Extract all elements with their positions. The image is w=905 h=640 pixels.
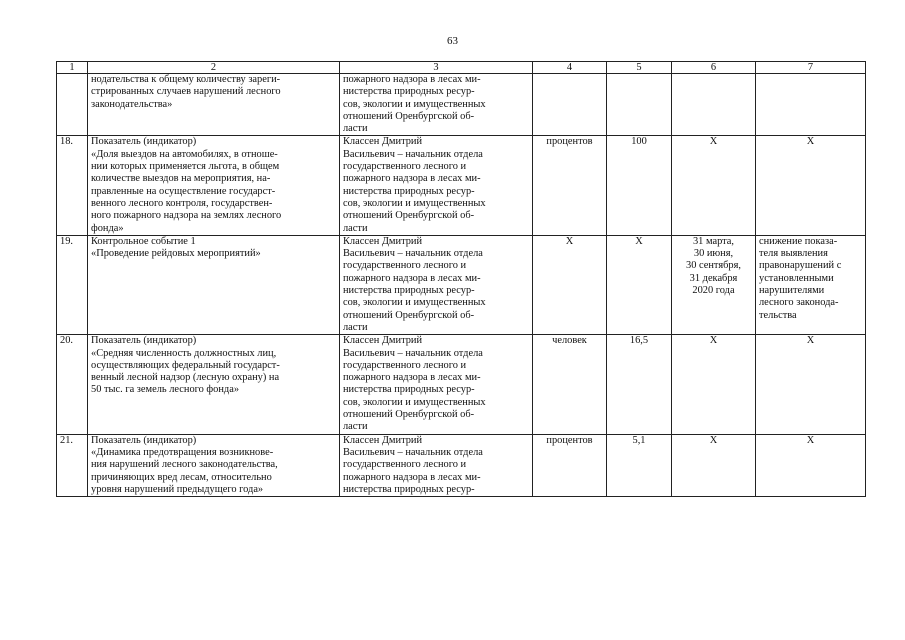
deadline: [672, 74, 756, 136]
table-row: [57, 235, 866, 334]
row-number: 19.: [57, 235, 88, 334]
deadline: Х: [672, 335, 756, 434]
unit: процентов: [533, 434, 607, 496]
indicator-name: Показатель (индикатор) «Динамика предотвращения возникнове- ния нарушений лесного законодательства, причиняющих вред лесам, относительно уровня нарушений предыдущего года»: [88, 434, 340, 496]
responsible-person: Классен Дмитрий Васильевич – начальник отдела государственного лесного и пожарного надзора в лесах ми- нистерства природных ресур-: [340, 434, 533, 496]
column-header-7: 7: [756, 62, 866, 74]
expected-result: Х: [756, 136, 866, 235]
responsible-person: пожарного надзора в лесах ми- нистерства природных ресур- сов, экологии и имущественных отношений Оренбургской об- ласти: [340, 74, 533, 136]
row-number: [57, 74, 88, 136]
value: 5,1: [607, 434, 672, 496]
unit: процентов: [533, 136, 607, 235]
page-number: 63: [447, 35, 458, 47]
indicators-table: [56, 61, 866, 497]
unit: [533, 74, 607, 136]
table-row: [57, 136, 866, 235]
expected-result: снижение показа- теля выявления правонарушений с установленными нарушителями лесного законода- тельства: [756, 235, 866, 334]
deadline: Х: [672, 434, 756, 496]
value: 100: [607, 136, 672, 235]
row-number: 21.: [57, 434, 88, 496]
column-header-2: 2: [88, 62, 340, 74]
value: Х: [607, 235, 672, 334]
table-row: [57, 74, 866, 136]
value: 16,5: [607, 335, 672, 434]
unit: Х: [533, 235, 607, 334]
column-header-6: 6: [672, 62, 756, 74]
indicator-name: Показатель (индикатор) «Средняя численность должностных лиц, осуществляющих федеральный государст- венный лесной надзор (лесную охрану) на 50 тыс. га земель лесного фонда»: [88, 335, 340, 434]
responsible-person: Классен Дмитрий Васильевич – начальник отдела государственного лесного и пожарного надзора в лесах ми- нистерства природных ресур- сов, экологии и имущественных отношений Оренбургской об- ласти: [340, 136, 533, 235]
column-header-3: 3: [340, 62, 533, 74]
column-header-4: 4: [533, 62, 607, 74]
table-row: [57, 335, 866, 434]
unit: человек: [533, 335, 607, 434]
responsible-person: Классен Дмитрий Васильевич – начальник отдела государственного лесного и пожарного надзора в лесах ми- нистерства природных ресур- сов, экологии и имущественных отношений Оренбургской об- ласти: [340, 335, 533, 434]
indicator-name: нодательства к общему количеству зареги- стрированных случаев нарушений лесного законодательства»: [88, 74, 340, 136]
value: [607, 74, 672, 136]
deadline: 31 марта, 30 июня, 30 сентября, 31 декабря 2020 года: [672, 235, 756, 334]
expected-result: Х: [756, 434, 866, 496]
indicator-name: Контрольное событие 1 «Проведение рейдовых мероприятий»: [88, 235, 340, 334]
indicator-name: Показатель (индикатор) «Доля выездов на автомобилях, в отноше- нии которых применяется льгота, в общем количестве выездов на мероприятия, на- правленные на осуществление государст- венного лесного контроля, государствен- ного пожарного надзора на землях лесного фонда»: [88, 136, 340, 235]
column-number-row: [57, 62, 866, 74]
row-number: 18.: [57, 136, 88, 235]
expected-result: Х: [756, 335, 866, 434]
row-number: 20.: [57, 335, 88, 434]
column-header-1: 1: [57, 62, 88, 74]
column-header-5: 5: [607, 62, 672, 74]
expected-result: [756, 74, 866, 136]
table-row: [57, 434, 866, 496]
responsible-person: Классен Дмитрий Васильевич – начальник отдела государственного лесного и пожарного надзора в лесах ми- нистерства природных ресур- сов, экологии и имущественных отношений Оренбургской об- ласти: [340, 235, 533, 334]
deadline: Х: [672, 136, 756, 235]
